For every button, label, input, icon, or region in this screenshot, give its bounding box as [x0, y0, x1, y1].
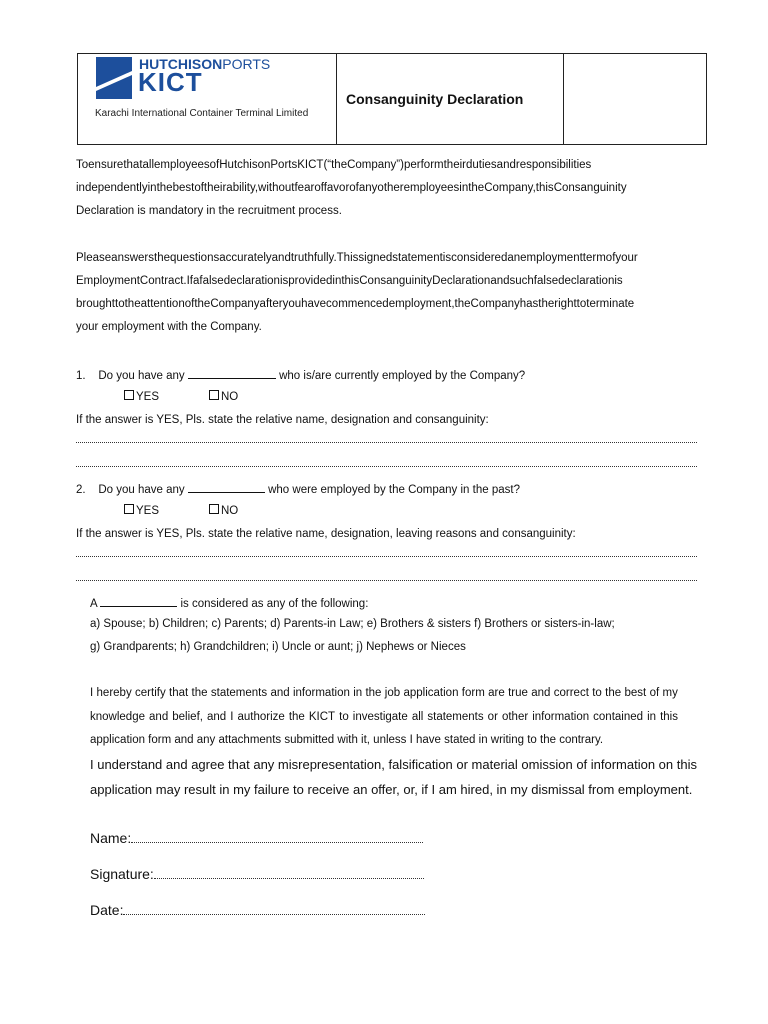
- word: and: [149, 710, 169, 723]
- question-1-number: 1.: [76, 370, 86, 382]
- word: is: [279, 275, 289, 287]
- word: information: [292, 687, 350, 699]
- q2-answer-line-2[interactable]: [76, 580, 697, 581]
- word: Company,: [484, 182, 536, 194]
- word: of: [314, 182, 324, 194]
- word: employment: [520, 252, 583, 264]
- instructions-line-1: [76, 247, 697, 270]
- word: employment,: [388, 298, 455, 310]
- word: such: [509, 275, 534, 287]
- q2-answer-line-1[interactable]: [76, 556, 697, 557]
- word: Consanguinity: [553, 182, 627, 194]
- q1-no-checkbox[interactable]: [209, 390, 219, 400]
- word: independently: [76, 182, 148, 194]
- word: truthfully.: [290, 252, 337, 264]
- logo-kict: KICT: [138, 67, 203, 97]
- word: job: [384, 687, 401, 699]
- word: favor: [323, 182, 350, 194]
- signature-field[interactable]: [154, 866, 424, 879]
- word: employees: [403, 182, 460, 194]
- word: certify: [135, 687, 166, 699]
- word: the: [154, 252, 170, 264]
- word: the: [365, 687, 382, 699]
- date-field[interactable]: [123, 902, 425, 915]
- question-1: [76, 367, 525, 382]
- q1-answer-line-1[interactable]: [76, 442, 697, 443]
- word: I: [90, 687, 94, 699]
- word: their: [443, 159, 466, 171]
- word: Employment: [76, 275, 140, 287]
- word: after: [259, 298, 283, 310]
- word: any: [358, 182, 378, 194]
- instructions-line-4: your employment with the Company.: [76, 321, 262, 333]
- word: all: [411, 710, 424, 723]
- word: best: [172, 182, 195, 194]
- word: correct: [553, 687, 589, 699]
- word: of: [184, 298, 195, 310]
- word: false: [199, 275, 224, 287]
- cert-line-2: [90, 706, 678, 730]
- word: and: [496, 159, 516, 171]
- q2-no-label: NO: [221, 505, 239, 517]
- word: this: [660, 710, 678, 723]
- word: of: [194, 182, 204, 194]
- word: of: [649, 687, 660, 699]
- name-field[interactable]: [131, 830, 423, 843]
- word: the: [454, 298, 471, 310]
- word: of: [209, 159, 220, 171]
- word: employees: [154, 159, 210, 171]
- cert-line-1: [90, 682, 678, 706]
- word: your: [615, 252, 638, 264]
- word: the: [124, 298, 141, 310]
- word: declaration: [558, 275, 615, 287]
- word: ensure: [88, 159, 124, 171]
- word: Please: [76, 252, 112, 264]
- intro-line-3: Declaration is mandatory in the recruitment process.: [76, 205, 342, 217]
- word: all: [142, 159, 155, 171]
- understanding-paragraph: [90, 752, 697, 802]
- definition-prefix: A: [90, 598, 98, 610]
- word: I: [230, 710, 234, 723]
- word: in: [647, 710, 657, 723]
- question-1-suffix: who is/are currently employed by the Company?: [279, 370, 526, 382]
- word: KICT: [297, 159, 324, 171]
- cert-line-5: application may result in my failure to receive an offer, or, if I am hired, in my dismissal from employment.: [90, 782, 693, 797]
- word: the: [191, 687, 208, 699]
- name-row: [90, 830, 423, 846]
- word: If: [186, 275, 193, 287]
- question-2-suffix: who were employed by the Company in the past?: [268, 484, 520, 496]
- word: in: [353, 687, 363, 699]
- word: authorize: [237, 710, 285, 723]
- word: in: [459, 182, 469, 194]
- word: the: [156, 182, 173, 194]
- word: form: [461, 687, 485, 699]
- word: term: [582, 252, 606, 264]
- word: brought: [76, 298, 116, 310]
- q1-no-option[interactable]: [209, 390, 238, 403]
- word: contained: [593, 710, 644, 723]
- word: to: [576, 298, 587, 310]
- word: responsibilities: [515, 159, 592, 171]
- definition-list-1: a) Spouse; b) Children; c) Parents; d) Parents-in Law; e) Brothers & sisters f) Brothers or sisters-in-law;: [90, 618, 615, 630]
- word: that: [169, 687, 189, 699]
- word: and: [531, 687, 551, 699]
- word: investigate: [352, 710, 408, 723]
- q1-answer-line-2[interactable]: [76, 466, 697, 467]
- word: KICT: [308, 710, 336, 723]
- word: and: [270, 687, 290, 699]
- word: are: [488, 687, 505, 699]
- word: to: [339, 710, 349, 723]
- word: my: [662, 687, 678, 699]
- word: and: [271, 252, 291, 264]
- word: Ports: [270, 159, 298, 171]
- q1-yes-checkbox[interactable]: [124, 390, 134, 400]
- word: Hutchison: [219, 159, 271, 171]
- word: Consanguinity: [359, 275, 433, 287]
- word: belief,: [172, 710, 203, 723]
- intro-paragraph: [76, 154, 697, 223]
- date-label: Date:: [90, 902, 124, 918]
- q1-yes-option[interactable]: [124, 390, 159, 403]
- word: is: [442, 252, 452, 264]
- word: information: [532, 710, 590, 723]
- word: this: [535, 182, 554, 194]
- cert-line-4: I understand and agree that any misrepresentation, falsification or material omission of information on this: [90, 757, 697, 772]
- word: an: [507, 252, 521, 264]
- word: and: [207, 710, 227, 723]
- word: hereby: [96, 687, 132, 699]
- signature-label: Signature:: [90, 866, 154, 882]
- instructions-line-3: [76, 293, 697, 316]
- word: the: [538, 298, 555, 310]
- word: true: [508, 687, 528, 699]
- definition-suffix: is considered as any of the following:: [180, 598, 369, 610]
- q1-followup: If the answer is YES, Pls. state the relative name, designation and consanguinity:: [76, 414, 489, 426]
- company-name: Karachi International Container Terminal Limited: [95, 108, 309, 119]
- word: knowledge: [90, 710, 145, 723]
- signature-row: [90, 866, 424, 882]
- word: provided: [288, 275, 333, 287]
- question-2: [76, 481, 520, 496]
- word: commenced: [326, 298, 389, 310]
- intro-line-1: [76, 154, 697, 177]
- word: or: [487, 710, 498, 723]
- document-title: Consanguinity Declaration: [346, 91, 524, 107]
- word: application: [403, 687, 459, 699]
- word: considered: [451, 252, 508, 264]
- title-cell: [337, 54, 564, 144]
- word: Company: [470, 298, 520, 310]
- q2-no-checkbox[interactable]: [209, 504, 219, 514]
- logo-wordmark: HUTCHISONPORTS: [139, 56, 271, 72]
- word: statement: [392, 252, 443, 264]
- word: false: [533, 275, 559, 287]
- word: duties: [465, 159, 497, 171]
- q2-yes-checkbox[interactable]: [124, 504, 134, 514]
- word: in: [147, 182, 157, 194]
- word: that: [123, 159, 143, 171]
- logo-cell: [78, 54, 337, 144]
- definition-line: [90, 595, 368, 610]
- word: their: [203, 182, 227, 194]
- word: answers: [111, 252, 154, 264]
- hutchison-ports-logo-icon: [96, 57, 132, 99]
- word: accurately: [219, 252, 272, 264]
- word: to: [592, 687, 602, 699]
- q2-followup: If the answer is YES, Pls. state the relative name, designation, leaving reasons and consanguinity:: [76, 528, 576, 540]
- word: right: [554, 298, 577, 310]
- q2-yes-label: YES: [136, 505, 160, 517]
- word: statements: [210, 687, 268, 699]
- question-1-blank[interactable]: [188, 367, 276, 379]
- word: attention: [140, 298, 185, 310]
- word: perform: [403, 159, 444, 171]
- header-table: [77, 53, 707, 145]
- word: this: [341, 275, 360, 287]
- word: statements: [427, 710, 484, 723]
- word: you: [282, 298, 302, 310]
- word: best: [624, 687, 647, 699]
- word: has: [519, 298, 539, 310]
- word: terminate: [586, 298, 635, 310]
- word: a: [192, 275, 200, 287]
- q2-no-option[interactable]: [209, 504, 238, 517]
- date-row: [90, 902, 425, 918]
- word: and: [490, 275, 510, 287]
- word: This: [336, 252, 359, 264]
- word: declaration: [223, 275, 280, 287]
- word: the: [605, 687, 622, 699]
- word: of: [349, 182, 359, 194]
- word: the: [468, 182, 485, 194]
- word: Contract.: [139, 275, 187, 287]
- word: Declaration: [432, 275, 491, 287]
- word: Company: [210, 298, 260, 310]
- word: the: [194, 298, 211, 310]
- word: is: [614, 275, 623, 287]
- word: questions: [170, 252, 220, 264]
- q1-no-label: NO: [221, 391, 239, 403]
- word: signed: [358, 252, 393, 264]
- question-2-prefix: Do you have any: [98, 484, 185, 496]
- question-1-prefix: Do you have any: [98, 370, 185, 382]
- word: (“the: [323, 159, 348, 171]
- word: fear: [294, 182, 315, 194]
- name-label: Name:: [90, 830, 132, 846]
- q2-yes-option[interactable]: [124, 504, 159, 517]
- definition-blank[interactable]: [100, 595, 177, 607]
- word: to: [115, 298, 125, 310]
- intro-line-2: [76, 177, 697, 200]
- word: Company”): [347, 159, 404, 171]
- word: the: [288, 710, 305, 723]
- question-2-blank[interactable]: [188, 481, 265, 493]
- word: without: [258, 182, 295, 194]
- word: ability,: [226, 182, 259, 194]
- word: To: [76, 159, 89, 171]
- instructions-line-2: [76, 270, 697, 293]
- blank-cell: [564, 54, 706, 144]
- word: in: [332, 275, 342, 287]
- instructions-paragraph: [76, 247, 697, 339]
- word: of: [605, 252, 616, 264]
- word: other: [501, 710, 529, 723]
- word: other: [377, 182, 404, 194]
- definition-list-2: g) Grandparents; h) Grandchildren; i) Uncle or aunt; j) Nephews or Nieces: [90, 641, 466, 653]
- q1-yes-label: YES: [136, 391, 160, 403]
- certification-paragraph: [90, 682, 678, 753]
- word: have: [301, 298, 327, 310]
- question-2-number: 2.: [76, 484, 86, 496]
- cert-line-3: application form and any attachments submitted with it, unless I have stated in writing to the contrary.: [90, 734, 604, 746]
